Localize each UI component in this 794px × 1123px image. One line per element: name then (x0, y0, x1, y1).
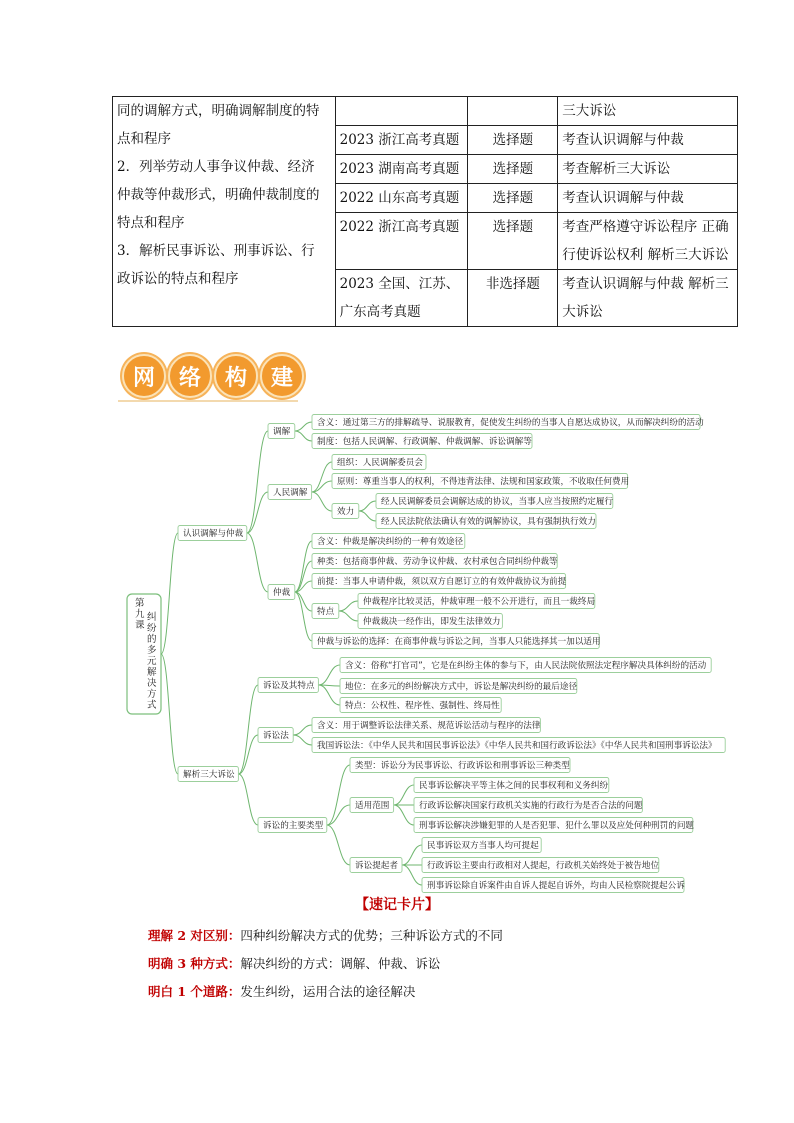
connector (295, 592, 312, 611)
node-label: 行政诉讼解决国家行政机关实施的行政行为是否合法的问题 (419, 801, 643, 811)
node-label: 含义：仲裁是解决纠纷的一种有效途径 (317, 537, 464, 547)
focus-cell: 考查认识调解与仲裁 (558, 184, 738, 213)
node-lx1 (350, 758, 570, 773)
type-cell: 选择题 (468, 155, 558, 184)
node-tedian (312, 604, 339, 619)
node-td1 (358, 594, 595, 609)
connector (394, 805, 414, 825)
goal-line: 同的调解方式，明确调解制度的特 (117, 103, 320, 119)
card-text: 发生纠纷，运用合法的途径解决 (240, 984, 416, 999)
node-label: 民事诉讼双方当事人均可提起 (427, 841, 539, 851)
node-label: 含义：俗称“打官司”，它是在纠纷主体的参与下，由人民法院依照法定程序解决具体纠纷的活动 (345, 661, 707, 671)
node-label: 民事诉讼解决平等主体之间的民事权利和义务纠纷 (419, 781, 609, 791)
node-label: 诉讼法 (263, 731, 289, 741)
node-label: 制度：包括人民调解、行政调解、仲裁调解、诉讼调解等 (317, 437, 532, 447)
node-label: 仲裁裁决一经作出，即发生法律效力 (363, 617, 501, 627)
node-tj1 (312, 415, 704, 430)
card-text: 解决纠纷的方式：调解、仲裁、诉讼 (240, 956, 441, 971)
card-label: 理解 2 对区别： (148, 928, 241, 943)
node-label: 仲裁程序比较灵活，仲裁审理一般不公开进行，而且一裁终局 (363, 597, 596, 607)
type-cell: 选择题 (468, 213, 558, 270)
node-zc4 (312, 634, 601, 649)
node-label: 行政诉讼主要由行政相对人提起，行政机关始终处于被告地位 (427, 861, 660, 871)
node-label: 诉讼及其特点 (263, 681, 315, 691)
connector (161, 533, 178, 654)
card-text: 四种纠纷解决方式的优势；三种诉讼方式的不同 (240, 928, 503, 943)
node-label: 认识调解与仲裁 (183, 529, 244, 539)
card-line (148, 954, 440, 972)
node-label: 经人民法院依法确认有效的调解协议，具有强制执行效力 (381, 517, 596, 527)
connector (327, 825, 350, 865)
exam-cell: 2022 浙江高考真题 (335, 213, 468, 270)
connector (295, 431, 312, 441)
focus-cell: 考查严格遵守诉讼程序 正确行使诉讼权利 解析三大诉讼 (558, 213, 738, 270)
connector (312, 492, 332, 511)
node-tq3 (422, 878, 685, 893)
node-ssf (258, 728, 293, 743)
type-cell: 选择题 (468, 126, 558, 155)
node-label: 原则：尊重当事人的权利，不得违背法律、法规和国家政策，不收取任何费用 (337, 477, 630, 487)
connector (247, 431, 268, 533)
goal-line: 特点和程序 (117, 215, 185, 231)
node-tiaojie (268, 424, 295, 439)
node-fw3 (414, 818, 694, 833)
node-xl2 (376, 514, 596, 529)
node-zc3 (312, 574, 567, 589)
node-tq1 (422, 838, 541, 853)
connector (293, 735, 312, 745)
node-tj2 (312, 434, 532, 449)
connector (238, 774, 258, 825)
connector (293, 725, 312, 735)
exam-cell: 2023 浙江高考真题 (335, 126, 468, 155)
type-cell: 非选择题 (468, 270, 558, 327)
node-zhongcai (268, 585, 295, 600)
node-b2 (178, 767, 238, 782)
goal-line: 政诉讼的特点和程序 (117, 271, 239, 287)
node-xl1 (376, 494, 613, 509)
connector (402, 865, 422, 885)
node-label: 种类：包括商事仲裁、劳动争议仲裁、农村承包合同纠纷仲裁等 (317, 557, 558, 567)
node-xiaoli (332, 504, 359, 519)
connector (359, 511, 376, 521)
card-line (148, 926, 503, 944)
connector (295, 422, 312, 431)
mind-map-root (127, 594, 161, 714)
focus-cell: 三大诉讼 (558, 97, 738, 126)
connector (161, 654, 178, 774)
node-label: 调解 (273, 427, 291, 437)
node-label: 刑事诉讼除自诉案件由自诉人提起自诉外，均由人民检察院提起公诉 (427, 881, 685, 891)
node-zc2 (312, 554, 558, 569)
connector (238, 685, 258, 774)
node-b1 (178, 526, 247, 541)
node-label: 类型：诉讼分为民事诉讼、行政诉讼和刑事诉讼三种类型 (355, 761, 570, 771)
goal-line: 2．列举劳动人事争议仲裁、经济 (117, 159, 315, 175)
root-title-line2: 纠纷的多元解决方式 (147, 612, 157, 711)
node-label: 特点：公权性、程序性、强制性、终局性 (345, 701, 500, 711)
card-title (0, 894, 794, 914)
connector (394, 785, 414, 805)
card-label: 明白 1 个道路： (148, 984, 241, 999)
node-label: 诉讼的主要类型 (263, 821, 324, 831)
node-label: 含义：用于调整诉讼法律关系、规范诉讼活动与程序的法律 (317, 721, 541, 731)
node-label: 适用范围 (355, 801, 390, 811)
banner-char: 络 (168, 354, 212, 398)
connector (359, 501, 376, 511)
node-tq2 (422, 858, 659, 873)
node-label: 仲裁与诉讼的选择：在商事仲裁与诉讼之间，当事人只能选择其一加以适用 (317, 637, 601, 647)
card-title-text: 【速记卡片】 (355, 897, 439, 913)
connector (295, 592, 312, 641)
exam-cell: 2023 湖南高考真题 (335, 155, 468, 184)
type-cell: 选择题 (468, 184, 558, 213)
connector (402, 845, 422, 865)
goal-line: 3．解析民事诉讼、刑事诉讼、行 (117, 243, 315, 259)
banner-char: 网 (122, 354, 166, 398)
connector (318, 685, 340, 705)
node-ss1 (340, 658, 711, 673)
node-label: 刑事诉讼解决涉嫌犯罪的人是否犯罪、犯什么罪以及应处何种刑罚的问题 (419, 821, 695, 831)
node-sf1 (312, 718, 541, 733)
node-label: 前提：当事人申请仲裁，须以双方自愿订立的有效仲裁协议为前提 (317, 577, 567, 587)
node-ss2 (340, 679, 577, 694)
connector (318, 665, 340, 685)
node-fw (350, 798, 394, 813)
node-label: 诉讼提起者 (355, 861, 398, 871)
connector (312, 462, 332, 492)
node-label: 特点 (317, 607, 335, 617)
node-rm2 (332, 474, 629, 489)
node-susong (258, 678, 318, 693)
goal-line: 仲裁等仲裁形式，明确仲裁制度的 (117, 187, 320, 203)
node-label: 人民调解 (273, 488, 308, 498)
node-renmin (268, 485, 312, 500)
node-td2 (358, 614, 502, 629)
card-line (148, 982, 415, 1000)
node-tq (350, 858, 402, 873)
connector (327, 765, 350, 825)
node-label: 我国诉讼法：《中华人民共和国民事诉讼法》《中华人民共和国行政诉讼法》《中华人民共和国刑事诉讼法》 (317, 741, 717, 751)
node-ss3 (340, 698, 501, 713)
node-label: 含义：通过第三方的排解疏导、说服教育，促使发生纠纷的当事人自愿达成协议，从而解决纠纷的活动 (317, 418, 704, 428)
connector (327, 805, 350, 825)
focus-cell: 考查认识调解与仲裁 (558, 126, 738, 155)
goal-line: 点和程序 (117, 131, 171, 147)
card-label: 明确 3 种方式： (148, 956, 241, 971)
connector (339, 611, 358, 621)
exam-cell: 2023 全国、江苏、广东高考真题 (335, 270, 468, 327)
connector (247, 533, 268, 592)
node-fw2 (414, 798, 643, 813)
connector (339, 601, 358, 611)
root-title-line1: 第九课 (135, 598, 145, 631)
node-sf2 (312, 738, 725, 753)
connector (238, 735, 258, 774)
node-zc1 (312, 534, 465, 549)
node-label: 效力 (337, 507, 355, 517)
focus-cell: 考查认识调解与仲裁 解析三大诉讼 (558, 270, 738, 327)
node-lx (258, 818, 327, 833)
node-label: 仲裁 (273, 588, 291, 598)
connector (247, 492, 268, 533)
node-label: 组织：人民调解委员会 (337, 458, 423, 468)
exam-cell: 2022 山东高考真题 (335, 184, 468, 213)
banner-char: 构 (214, 354, 258, 398)
node-label: 地位：在多元的纠纷解决方式中，诉讼是解决纠纷的最后途径 (345, 682, 578, 692)
connector (295, 541, 312, 592)
node-label: 解析三大诉讼 (183, 770, 235, 780)
node-rm1 (332, 455, 426, 470)
node-fw1 (414, 778, 609, 793)
banner-char: 建 (260, 354, 304, 398)
node-label: 经人民调解委员会调解达成的协议，当事人应当按照约定履行 (381, 497, 614, 507)
focus-cell: 考查解析三大诉讼 (558, 155, 738, 184)
